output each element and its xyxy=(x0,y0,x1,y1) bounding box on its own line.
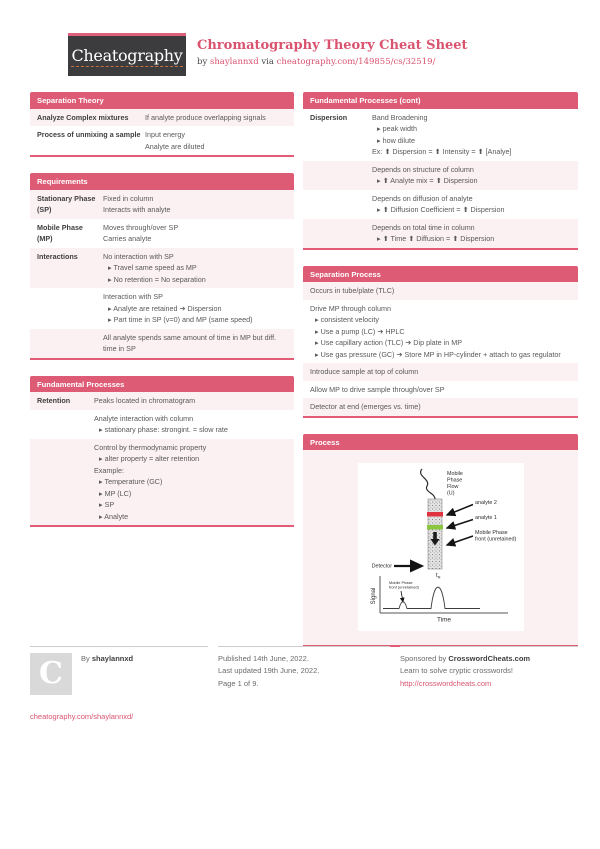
fundamental-processes-rows xyxy=(30,392,294,525)
process-body xyxy=(303,450,578,645)
table-row xyxy=(30,439,294,526)
table-row xyxy=(30,410,294,439)
sponsor-name: CrosswordCheats.com xyxy=(448,654,531,663)
value-line: ▸ No retention = No separation xyxy=(108,274,206,284)
value-line: Interacts with analyte xyxy=(103,205,171,215)
value-line: ▸ alter property = alter retention xyxy=(99,454,200,464)
byline-via: via xyxy=(261,57,274,68)
value-line: Analyte are diluted xyxy=(145,141,205,151)
table-row xyxy=(303,381,578,399)
row-value xyxy=(103,222,287,245)
table-row xyxy=(30,219,294,248)
updated-date: Last updated 19th June, 2022. xyxy=(218,666,320,676)
row-value xyxy=(310,285,571,297)
section-fundamental-processes xyxy=(30,376,294,528)
signal-trace xyxy=(383,584,480,608)
row-value xyxy=(372,112,571,158)
svg-text:(U): (U) xyxy=(446,490,454,497)
row-label: Analyze Complex mixtures xyxy=(37,112,129,122)
sheet-url-link[interactable]: cheatography.com/149855/cs/32519/ xyxy=(276,57,436,68)
table-row xyxy=(303,219,578,248)
mp-front-arrow xyxy=(447,536,473,545)
row-value xyxy=(372,164,571,187)
section-header-requirements: Requirements xyxy=(30,173,294,190)
section-process xyxy=(303,434,578,648)
row-label xyxy=(310,193,372,216)
svg-text:front (unretained): front (unretained) xyxy=(388,584,419,590)
signal-axis-label: Signal xyxy=(370,587,377,605)
row-value xyxy=(310,366,571,378)
section-header-fundamental-processes: Fundamental Processes xyxy=(30,376,294,393)
value-line: Depends on diffusion of analyte xyxy=(372,193,473,203)
column-diagram-svg xyxy=(358,466,518,623)
row-value xyxy=(94,413,287,436)
analyte1-label: analyte 1 xyxy=(474,515,497,522)
section-header-separation-process: Separation Process xyxy=(303,266,578,283)
row-value xyxy=(94,442,287,523)
footer-meta xyxy=(218,646,390,723)
row-label: Stationary Phase (SP) xyxy=(37,193,96,215)
table-row xyxy=(30,248,294,289)
sponsor-link[interactable]: http://crosswordcheats.com xyxy=(400,678,492,688)
section-requirements xyxy=(30,173,294,360)
row-value xyxy=(372,193,571,216)
value-line: Input energy xyxy=(145,130,185,140)
section-header-separation-theory: Separation Theory xyxy=(30,92,294,109)
svg-text:Flow: Flow xyxy=(446,484,458,491)
section-separation-theory xyxy=(30,92,294,157)
value-line: Peaks located in chromatogram xyxy=(94,396,196,406)
page-title: Chromatography Theory Cheat Sheet xyxy=(197,38,468,53)
cheatography-logo[interactable] xyxy=(68,33,186,76)
author-link[interactable]: shaylannxd xyxy=(209,57,259,68)
row-label: Mobile Phase (MP) xyxy=(37,222,83,244)
row-value xyxy=(103,251,287,286)
value-line: ▸ ⬆ Diffusion Coefficient = ⬆ Dispersion xyxy=(377,205,505,215)
value-line: ▸ Use capillary action (TLC) ➔ Dip plate in MP xyxy=(315,338,463,348)
analyte1-arrow xyxy=(447,520,473,529)
page-footer xyxy=(30,646,578,723)
value-line: Band Broadening xyxy=(372,112,428,122)
page-number: Page 1 of 9. xyxy=(218,678,259,688)
value-line: Depends on structure of column xyxy=(372,164,474,174)
value-line: ▸ how dilute xyxy=(377,135,415,145)
value-line: ▸ Analyte are retained ➔ Dispersion xyxy=(108,303,222,313)
value-line: ▸ Use gas pressure (GC) ➔ Store MP in HP-cylinder + attach to gas regulator xyxy=(315,349,561,359)
value-line: Drive MP through column xyxy=(310,303,391,313)
value-line: ▸ MP (LC) xyxy=(99,488,132,498)
analyte2-band xyxy=(427,512,443,517)
avatar[interactable] xyxy=(30,653,72,695)
value-line: All analyte spends same amount of time in MP but diff. time in SP xyxy=(103,332,277,354)
value-line: ▸ stationary phase: strongint. = slow rate xyxy=(99,425,228,435)
row-value xyxy=(310,401,571,413)
table-row xyxy=(303,282,578,300)
row-label xyxy=(37,442,94,523)
published-date: Published 14th June, 2022. xyxy=(218,654,309,663)
table-row xyxy=(30,288,294,329)
small-front-arrow xyxy=(401,591,403,602)
chromatography-diagram xyxy=(358,463,524,631)
value-line: No interaction with SP xyxy=(103,251,174,261)
value-line: Occurs in tube/plate (TLC) xyxy=(310,286,395,296)
row-label xyxy=(37,291,103,326)
small-front-label: Mobile Phase xyxy=(388,580,413,586)
section-separation-process xyxy=(303,266,578,418)
svg-text:front (unretained): front (unretained) xyxy=(474,536,516,543)
row-label xyxy=(37,413,94,436)
mp-front-label: Mobile Phase xyxy=(474,530,508,537)
row-value xyxy=(310,303,571,361)
value-line: Moves through/over SP xyxy=(103,222,179,232)
value-line: ▸ Travel same speed as MP xyxy=(108,263,197,273)
row-value xyxy=(103,332,287,355)
table-row xyxy=(30,392,294,410)
value-line: ▸ SP xyxy=(99,500,115,510)
table-row xyxy=(30,126,294,155)
section-fundamental-processes-cont xyxy=(303,92,578,250)
value-line: ▸ ⬆ Time ⬆ Diffusion = ⬆ Dispersion xyxy=(377,234,495,244)
row-label xyxy=(37,332,103,355)
table-row xyxy=(303,300,578,364)
table-row xyxy=(303,190,578,219)
row-label xyxy=(310,222,372,245)
value-line: Example: xyxy=(94,465,124,475)
table-row xyxy=(30,190,294,219)
sponsor-tagline: Learn to solve cryptic crosswords! xyxy=(400,666,513,676)
row-value xyxy=(145,112,287,124)
value-line: Carries analyte xyxy=(103,234,152,244)
requirements-rows xyxy=(30,190,294,358)
table-row xyxy=(303,161,578,190)
detector-label: Detector xyxy=(371,563,392,570)
row-value xyxy=(372,222,571,245)
section-header-fundamental-processes-cont: Fundamental Processes (cont) xyxy=(303,92,578,109)
value-line: Depends on total time in column xyxy=(372,222,475,232)
row-label: Interactions xyxy=(37,251,78,261)
value-line: Allow MP to drive sample through/over SP xyxy=(310,384,445,394)
byline xyxy=(197,57,468,67)
value-line: Control by thermodynamic property xyxy=(94,442,207,452)
table-row xyxy=(303,398,578,416)
analyte1-band xyxy=(427,525,443,530)
value-line: ▸ Temperature (GC) xyxy=(99,477,163,487)
row-label: Process of unmixing a sample xyxy=(37,130,141,140)
value-line: ▸ Analyte xyxy=(99,511,129,521)
separation-process-rows xyxy=(303,282,578,416)
value-line: ▸ ⬆ Analyte mix = ⬆ Dispersion xyxy=(377,176,478,186)
avatar-letter: C xyxy=(39,656,63,692)
row-label: Retention xyxy=(37,396,71,406)
page-header xyxy=(68,33,468,76)
value-line: Detector at end (emerges vs. time) xyxy=(310,402,421,412)
svg-text:Phase: Phase xyxy=(446,477,462,484)
table-row xyxy=(30,109,294,127)
logo-wordmark: Cheatography xyxy=(71,45,183,65)
footer-author-name: shaylannxd xyxy=(91,654,134,663)
right-column xyxy=(303,92,578,663)
footer-sponsor xyxy=(400,646,578,723)
value-line: If analyte produce overlapping signals xyxy=(145,112,266,122)
row-value xyxy=(94,395,287,407)
value-line: Introduce sample at top of column xyxy=(310,367,419,377)
section-header-process: Process xyxy=(303,434,578,451)
footer-by: By xyxy=(81,654,90,663)
separation-theory-rows xyxy=(30,109,294,156)
footer-author xyxy=(30,646,208,723)
byline-by: by xyxy=(197,57,208,68)
row-label: Dispersion xyxy=(310,112,348,122)
row-value xyxy=(310,384,571,396)
time-axis-label: Time xyxy=(436,616,451,624)
value-line: ▸ peak width xyxy=(377,124,417,134)
table-row xyxy=(30,329,294,358)
row-value xyxy=(145,129,287,152)
value-line: Interaction with SP xyxy=(103,292,163,302)
row-value xyxy=(103,193,287,216)
left-column xyxy=(30,92,294,543)
table-row xyxy=(303,363,578,381)
value-line: ▸ Use a pump (LC) ➔ HPLC xyxy=(315,326,405,336)
row-value xyxy=(103,291,287,326)
retention-time-label: $t_R$ xyxy=(435,573,441,580)
profile-link[interactable]: cheatography.com/shaylannxd/ xyxy=(30,712,134,721)
value-line: Ex: ⬆ Dispersion = ⬆ Intensity = ⬆ [Analye] xyxy=(372,147,512,157)
analyte2-arrow xyxy=(447,505,473,516)
flow-label: Mobile xyxy=(446,471,463,478)
value-line: ▸ consistent velocity xyxy=(315,315,379,325)
value-line: Analyte interaction with column xyxy=(94,413,194,423)
value-line: ▸ Part time in SP (v=0) and MP (same speed) xyxy=(108,315,253,325)
row-label xyxy=(310,164,372,187)
mobile-phase-inlet-line xyxy=(420,469,434,499)
sponsor-prefix: Sponsored by xyxy=(400,654,447,663)
fundamental-processes-cont-rows xyxy=(303,109,578,248)
analyte2-label: analyte 2 xyxy=(474,500,497,507)
value-line: Fixed in column xyxy=(103,193,154,203)
table-row xyxy=(303,109,578,161)
